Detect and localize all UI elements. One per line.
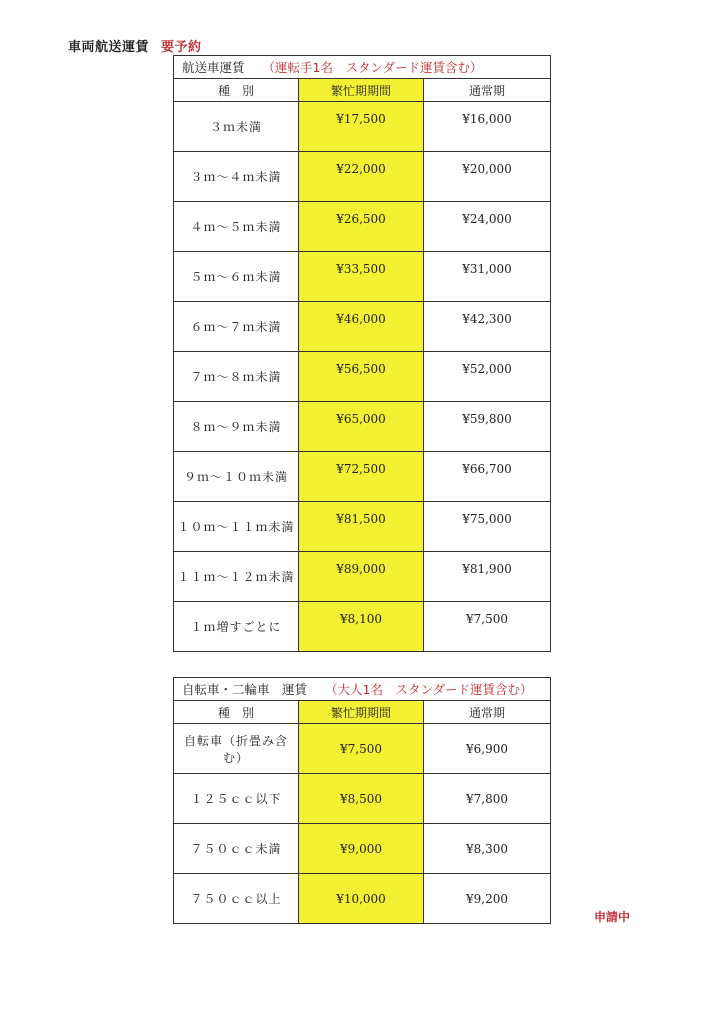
- normal-season-price: ¥6,900: [424, 724, 551, 774]
- bike-table-note: （大人1名 スタンダード運賃含む）: [325, 682, 533, 697]
- category-cell: ６ｍ～７ｍ未満: [174, 302, 299, 352]
- table-row: [174, 502, 551, 552]
- normal-season-price: ¥16,000: [424, 102, 551, 152]
- table-row: [174, 302, 551, 352]
- header-busy-season: 繁忙期期間: [299, 79, 424, 102]
- table-row: [174, 202, 551, 252]
- category-cell: 自転車（折畳み含む）: [174, 724, 299, 774]
- category-cell: １ｍ増すごとに: [174, 602, 299, 652]
- busy-season-price: ¥8,100: [299, 602, 424, 652]
- busy-season-price: ¥26,500: [299, 202, 424, 252]
- busy-season-price: ¥10,000: [299, 874, 424, 924]
- normal-season-price: ¥9,200: [424, 874, 551, 924]
- busy-season-price: ¥17,500: [299, 102, 424, 152]
- busy-season-price: ¥81,500: [299, 502, 424, 552]
- reservation-required-label: 要予約: [161, 40, 202, 55]
- vehicle-table-title-text: 航送車運賃: [182, 60, 245, 75]
- table-row: [174, 724, 551, 774]
- category-cell: ９ｍ～１０ｍ未満: [174, 452, 299, 502]
- header-category: 種 別: [174, 79, 299, 102]
- table-row: [174, 352, 551, 402]
- table-row: [174, 452, 551, 502]
- category-cell: ３ｍ未満: [174, 102, 299, 152]
- busy-season-price: ¥56,500: [299, 352, 424, 402]
- header-busy-season: 繁忙期期間: [299, 701, 424, 724]
- status-label: 申請中: [594, 910, 631, 924]
- table-row: [174, 774, 551, 824]
- busy-season-price: ¥8,500: [299, 774, 424, 824]
- category-cell: ７５０ｃｃ未満: [174, 824, 299, 874]
- bike-table-title: [174, 678, 551, 701]
- normal-season-price: ¥20,000: [424, 152, 551, 202]
- vehicle-table-note: （運転手1名 スタンダード運賃含む）: [262, 60, 483, 75]
- vehicle-fare-table: [173, 55, 551, 652]
- table-row: [174, 102, 551, 152]
- normal-season-price: ¥7,500: [424, 602, 551, 652]
- category-cell: ３ｍ～４ｍ未満: [174, 152, 299, 202]
- category-cell: ８ｍ～９ｍ未満: [174, 402, 299, 452]
- normal-season-price: ¥7,800: [424, 774, 551, 824]
- normal-season-price: ¥42,300: [424, 302, 551, 352]
- busy-season-price: ¥65,000: [299, 402, 424, 452]
- category-cell: １２５ｃｃ以下: [174, 774, 299, 824]
- category-cell: ５ｍ～６ｍ未満: [174, 252, 299, 302]
- page-title: 車両航送運賃: [68, 40, 150, 55]
- header-normal-season: 通常期: [424, 701, 551, 724]
- table-row: [174, 252, 551, 302]
- busy-season-price: ¥33,500: [299, 252, 424, 302]
- busy-season-price: ¥9,000: [299, 824, 424, 874]
- normal-season-price: ¥75,000: [424, 502, 551, 552]
- category-cell: １１ｍ～１２ｍ未満: [174, 552, 299, 602]
- busy-season-price: ¥46,000: [299, 302, 424, 352]
- normal-season-price: ¥59,800: [424, 402, 551, 452]
- table-row: [174, 402, 551, 452]
- bike-table-header: [174, 701, 551, 724]
- normal-season-price: ¥52,000: [424, 352, 551, 402]
- header-category: 種 別: [174, 701, 299, 724]
- busy-season-price: ¥72,500: [299, 452, 424, 502]
- vehicle-table-title: [174, 56, 551, 79]
- category-cell: ４ｍ～５ｍ未満: [174, 202, 299, 252]
- normal-season-price: ¥24,000: [424, 202, 551, 252]
- category-cell: ７ｍ～８ｍ未満: [174, 352, 299, 402]
- busy-season-price: ¥7,500: [299, 724, 424, 774]
- normal-season-price: ¥8,300: [424, 824, 551, 874]
- busy-season-price: ¥22,000: [299, 152, 424, 202]
- table-row: [174, 602, 551, 652]
- normal-season-price: ¥81,900: [424, 552, 551, 602]
- category-cell: ７５０ｃｃ以上: [174, 874, 299, 924]
- normal-season-price: ¥66,700: [424, 452, 551, 502]
- vehicle-table-header: [174, 79, 551, 102]
- table-row: [174, 874, 551, 924]
- table-row: [174, 152, 551, 202]
- busy-season-price: ¥89,000: [299, 552, 424, 602]
- header-normal-season: 通常期: [424, 79, 551, 102]
- table-row: [174, 552, 551, 602]
- page-heading: [68, 36, 202, 55]
- bike-fare-table: [173, 677, 551, 924]
- category-cell: １０ｍ～１１ｍ未満: [174, 502, 299, 552]
- normal-season-price: ¥31,000: [424, 252, 551, 302]
- table-row: [174, 824, 551, 874]
- bike-table-title-text: 自転車・二輪車 運賃: [182, 682, 308, 697]
